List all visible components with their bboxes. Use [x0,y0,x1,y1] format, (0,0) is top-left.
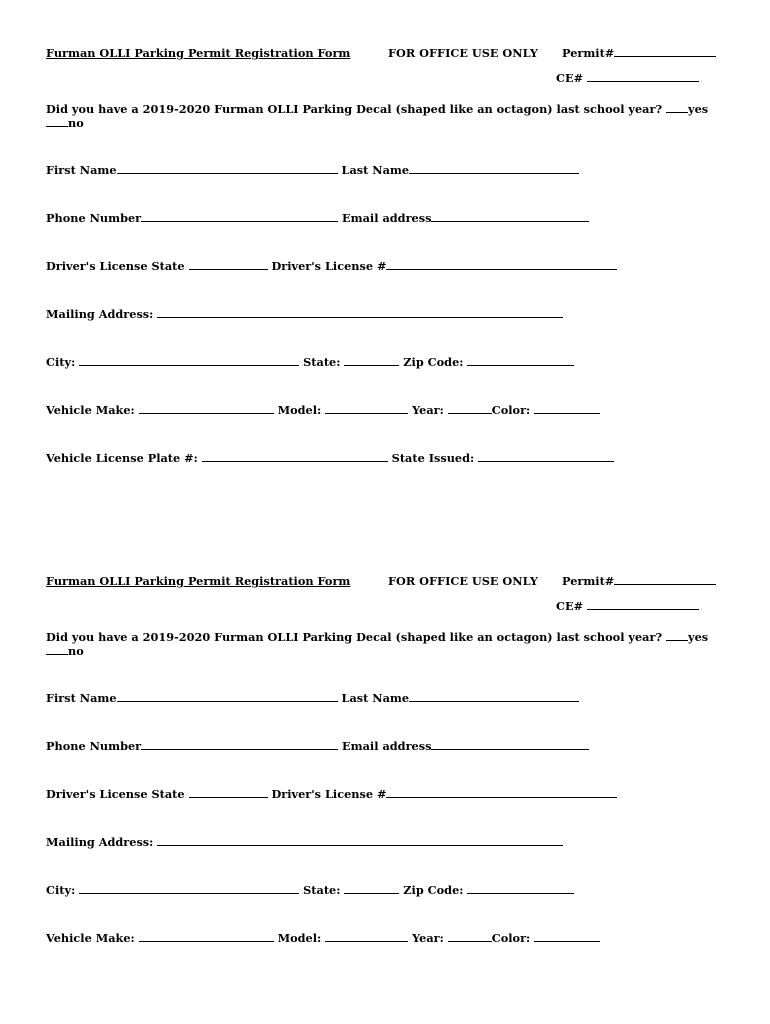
city-input[interactable] [79,355,299,366]
no-blank[interactable] [46,644,68,655]
state-label: State: [303,355,341,369]
ce-field [556,71,699,85]
office-use-label: FOR OFFICE USE ONLY [388,46,538,60]
make-input[interactable] [139,403,274,414]
plate-row [46,451,614,465]
yes-blank[interactable] [666,630,688,641]
first-name-label: First Name [46,163,117,177]
yes-label: yes [688,102,709,116]
dl-state-label: Driver's License State [46,259,185,273]
plate-label: Vehicle License Plate #: [46,451,198,465]
year-label: Year: [412,931,444,945]
state-issued-label: State Issued: [391,451,475,465]
zip-input[interactable] [467,883,574,894]
email-input[interactable] [431,739,589,750]
mailing-label: Mailing Address: [46,307,154,321]
contact-row [46,739,589,753]
year-input[interactable] [448,931,492,942]
ce-label: CE# [556,71,584,85]
email-label: Email address [342,211,432,225]
license-row [46,259,617,273]
model-label: Model: [277,931,322,945]
no-label: no [68,644,84,658]
ce-input[interactable] [587,71,699,82]
zip-label: Zip Code: [403,883,464,897]
decal-question-text: Did you have a 2019-2020 Furman OLLI Parking Decal (shaped like an octagon) last school year? [46,102,663,116]
phone-input[interactable] [141,739,338,750]
mailing-input[interactable] [157,307,563,318]
yes-blank[interactable] [666,102,688,113]
license-row [46,787,617,801]
mailing-input[interactable] [157,835,563,846]
first-name-label: First Name [46,691,117,705]
year-input[interactable] [448,403,492,414]
last-name-input[interactable] [409,691,579,702]
last-name-label: Last Name [341,691,410,705]
state-input[interactable] [344,883,399,894]
permit-input[interactable] [614,574,716,585]
color-label: Color: [491,931,531,945]
city-input[interactable] [79,883,299,894]
decal-no-option [46,644,84,658]
decal-question [46,630,708,644]
state-label: State: [303,883,341,897]
no-label: no [68,116,84,130]
mailing-row [46,307,563,321]
state-issued-input[interactable] [478,451,614,462]
email-label: Email address [342,739,432,753]
office-use-label: FOR OFFICE USE ONLY [388,574,538,588]
ce-input[interactable] [587,599,699,610]
city-row [46,355,574,369]
decal-question [46,102,708,116]
ce-label: CE# [556,599,584,613]
dl-number-label: Driver's License # [271,259,387,273]
dl-number-input[interactable] [386,787,617,798]
phone-label: Phone Number [46,211,142,225]
yes-label: yes [688,630,709,644]
color-input[interactable] [534,403,600,414]
phone-input[interactable] [141,211,338,222]
vehicle-row [46,403,600,417]
dl-number-label: Driver's License # [271,787,387,801]
model-input[interactable] [325,403,408,414]
email-input[interactable] [431,211,589,222]
state-input[interactable] [344,355,399,366]
city-label: City: [46,355,76,369]
zip-input[interactable] [467,355,574,366]
first-name-input[interactable] [117,691,338,702]
first-name-input[interactable] [117,163,338,174]
phone-label: Phone Number [46,739,142,753]
make-input[interactable] [139,931,274,942]
zip-label: Zip Code: [403,355,464,369]
model-input[interactable] [325,931,408,942]
mailing-label: Mailing Address: [46,835,154,849]
dl-state-input[interactable] [189,259,268,270]
model-label: Model: [277,403,322,417]
ce-field [556,599,699,613]
make-label: Vehicle Make: [46,403,135,417]
year-label: Year: [412,403,444,417]
decal-question-text: Did you have a 2019-2020 Furman OLLI Parking Decal (shaped like an octagon) last school year? [46,630,663,644]
form-title: Furman OLLI Parking Permit Registration Form [46,574,351,588]
permit-field [562,46,716,60]
vehicle-row [46,931,600,945]
no-blank[interactable] [46,116,68,127]
color-label: Color: [491,403,531,417]
dl-state-label: Driver's License State [46,787,185,801]
permit-label: Permit# [562,574,615,588]
dl-number-input[interactable] [386,259,617,270]
decal-no-option [46,116,84,130]
name-row [46,691,579,705]
plate-input[interactable] [202,451,388,462]
last-name-input[interactable] [409,163,579,174]
color-input[interactable] [534,931,600,942]
city-row [46,883,574,897]
form-title: Furman OLLI Parking Permit Registration Form [46,46,351,60]
permit-field [562,574,716,588]
make-label: Vehicle Make: [46,931,135,945]
permit-input[interactable] [614,46,716,57]
city-label: City: [46,883,76,897]
last-name-label: Last Name [341,163,410,177]
dl-state-input[interactable] [189,787,268,798]
permit-label: Permit# [562,46,615,60]
name-row [46,163,579,177]
mailing-row [46,835,563,849]
contact-row [46,211,589,225]
